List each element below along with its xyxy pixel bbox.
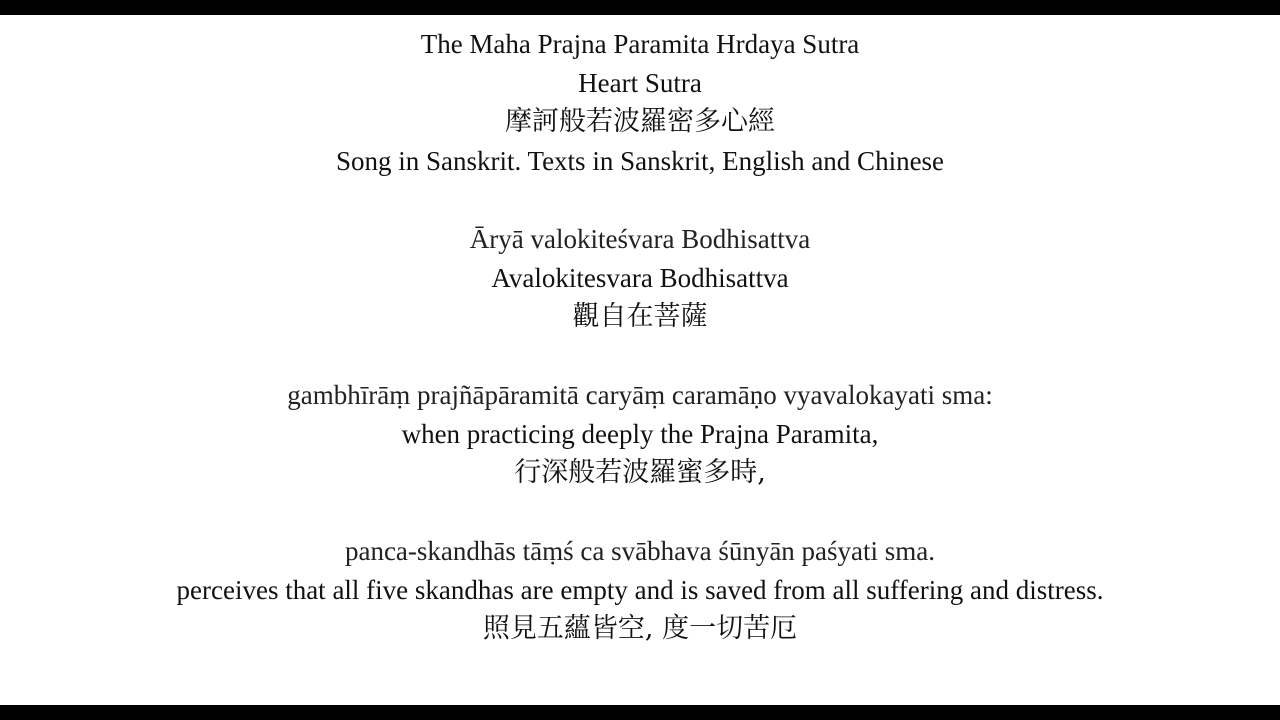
verse-1-chinese: 觀自在菩薩 — [572, 301, 708, 332]
page-subtitle: Heart Sutra — [578, 68, 702, 98]
verse-1-english: Avalokitesvara Bodhisattva — [491, 263, 789, 293]
verse-2-chinese: 行深般若波羅蜜多時, — [514, 457, 766, 488]
verse-3-chinese: 照見五蘊皆空, 度一切苦厄 — [482, 613, 798, 644]
text-slide — [0, 15, 1280, 705]
page-description: Song in Sanskrit. Texts in Sanskrit, English and Chinese — [335, 146, 945, 176]
chinese-title: 摩訶般若波羅密多心經 — [505, 106, 775, 137]
verse-3-english: perceives that all five skandhas are empty and is saved from all suffering and distress. — [176, 575, 1104, 605]
page-title: The Maha Prajna Paramita Hrdaya Sutra — [420, 29, 860, 59]
verse-3-sanskrit: panca-skandhās tāṃś ca svābhava śūnyān paśyati sma. — [344, 536, 936, 566]
verse-2-english: when practicing deeply the Prajna Paramita, — [401, 419, 879, 449]
verse-2-sanskrit: gambhīrāṃ prajñāpāramitā caryāṃ caramāṇo vyavalokayati sma: — [287, 380, 993, 410]
verse-1-sanskrit: Āryā valokiteśvara Bodhisattva — [469, 224, 811, 254]
